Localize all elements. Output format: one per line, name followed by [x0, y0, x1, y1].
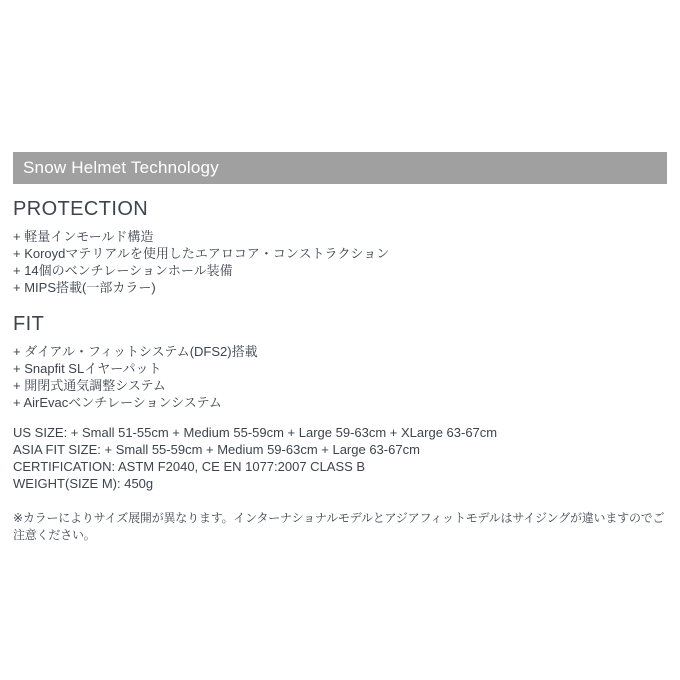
feature-item: + MIPS搭載(一部カラー) [13, 280, 156, 295]
fit-feature-list [13, 343, 667, 411]
product-info-panel [0, 152, 680, 544]
feature-item: + Koroydマテリアルを使用したエアロコア・コンストラクション [13, 246, 390, 261]
section-header-bar [13, 152, 667, 184]
protection-section [13, 197, 667, 296]
feature-item: + AirEvacベンチレーションシステム [13, 395, 222, 410]
spec-line-us-size: US SIZE: + Small 51-55cm + Medium 55-59cm + Large 59-63cm + XLarge 63-67cm [13, 425, 498, 440]
spec-line-certification: CERTIFICATION: ASTM F2040, CE EN 1077:2007 CLASS B [13, 459, 366, 474]
protection-heading: PROTECTION [13, 198, 149, 220]
protection-feature-list [13, 228, 667, 296]
section-header-title: Snow Helmet Technology [23, 158, 219, 177]
feature-item: + ダイアル・フィットシステム(DFS2)搭載 [13, 344, 258, 359]
spec-line-weight: WEIGHT(SIZE M): 450g [13, 476, 154, 491]
feature-item: + 開閉式通気調整システム [13, 378, 166, 393]
fit-section [13, 312, 667, 411]
spec-line-asia-fit-size: ASIA FIT SIZE: + Small 55-59cm + Medium 59-63cm + Large 63-67cm [13, 442, 420, 457]
feature-item: + Snapfit SLイヤーパット [13, 361, 162, 376]
spec-block [13, 424, 667, 492]
size-caution-note: ※カラーによりサイズ展開が異なります。インターナショナルモデルとアジアフィットモデルはサイジングが違いますのでご注意ください。 [13, 511, 665, 542]
feature-item: + 軽量インモールド構造 [13, 229, 154, 244]
fit-heading: FIT [13, 313, 45, 335]
feature-item: + 14個のベンチレーションホール装備 [13, 263, 233, 278]
